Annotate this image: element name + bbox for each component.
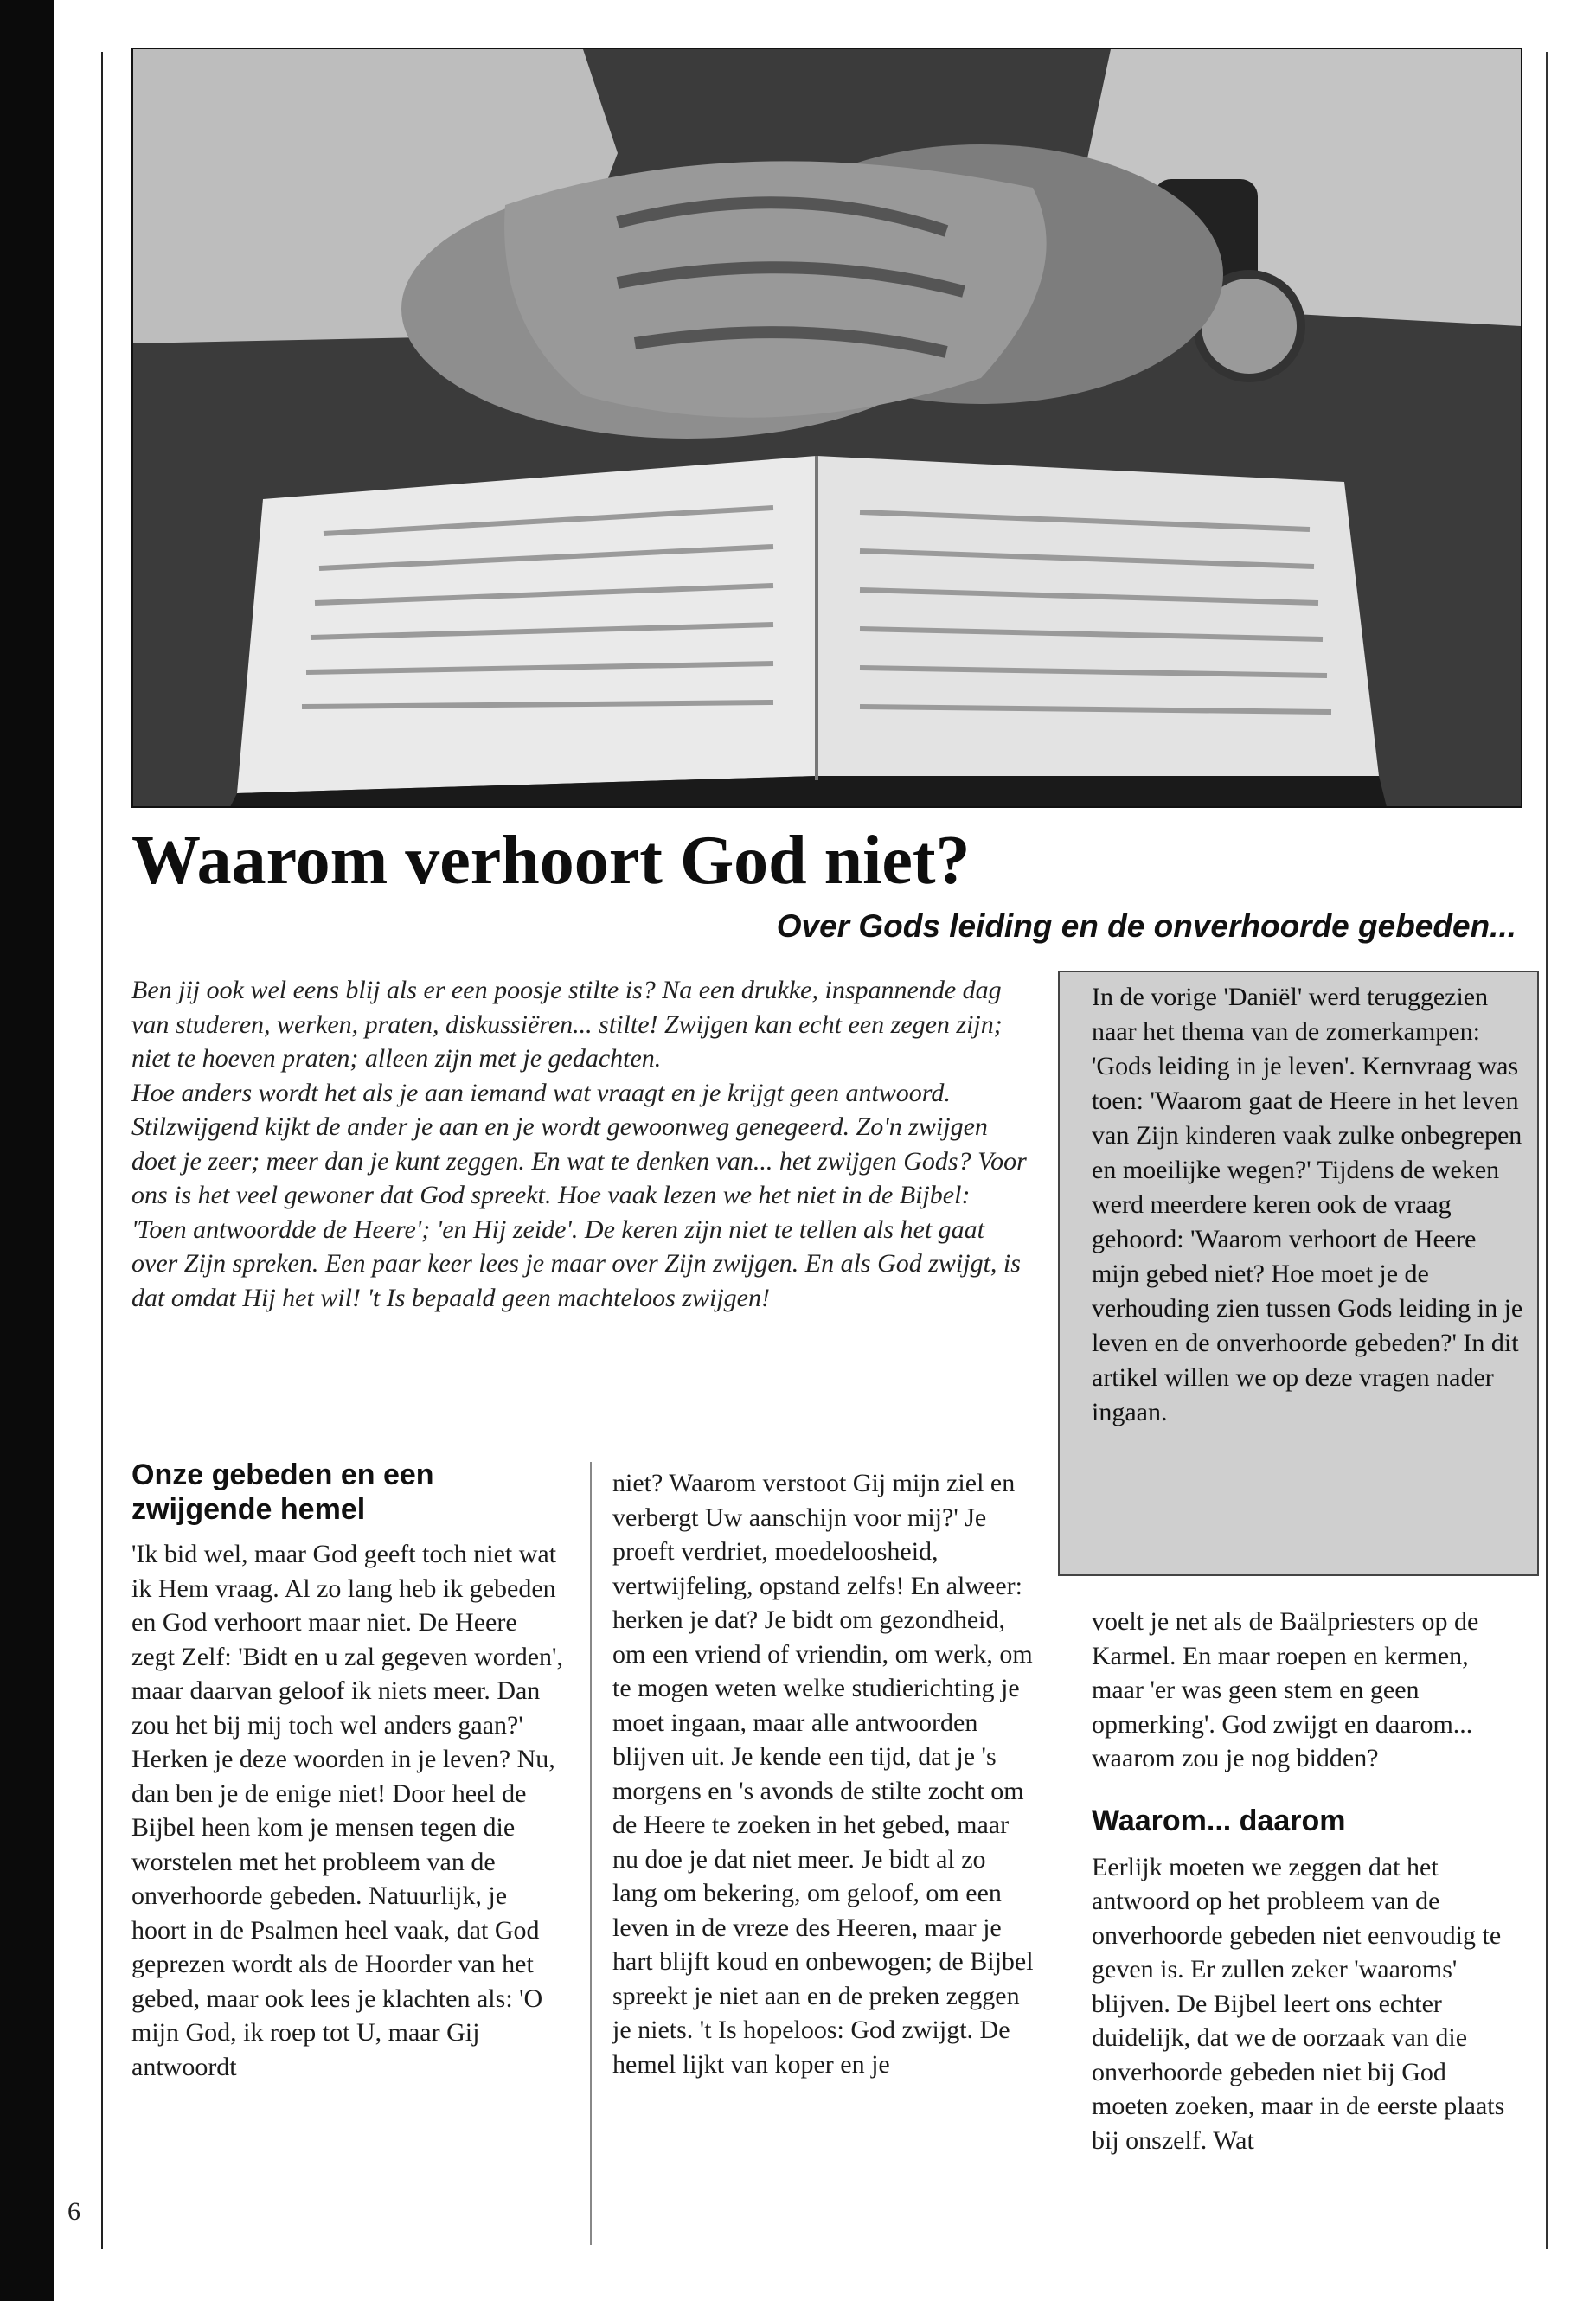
page-right-rule [1546,52,1548,2249]
intro-paragraph: Hoe anders wordt het als je aan iemand wat vraagt en je krijgt geen antwoord. Stilzwijgend kijkt de ander je aan en je wordt gewoonweg genegeerd. Zo'n zwijgen doet je zeer; meer dan je kunt zeggen. En wat te denken van... het zwijgen Gods? Voor ons is het veel gewoner dat God spreekt. Hoe vaak lezen we het niet in de Bijbel: 'Toen antwoordde de Heere'; 'en Hij zeide'. De keren zijn niet te tellen als het gaat over Zijn spreken. Een paar keer lees je maar over Zijn zwijgen. En als God zwijgt, is dat omdat Hij het wil! 't Is bepaald geen machteloos zwijgen! [131,1078,1027,1312]
section-heading: Waarom... daarom [1092,1804,1346,1837]
column-1 [131,1458,564,2084]
column-text: niet? Waarom verstoot Gij mijn ziel en verbergt Uw aanschijn voor mij?' Je proeft verdriet, moedeloosheid, vertwijfeling, opstand zelfs! En alweer: herken je dat? Je bidt om gezondheid, om een vriend of vriendin, om werk, om te mogen weten welke studierichting je moet ingaan, maar alle antwoorden blijven uit. Je kende een tijd, dat je 's morgens en 's avonds de stilte zocht om de Heere te zoeken in het gebed, maar nu doe je dat niet meer. Je bidt al zo lang om bekering, om geloof, om een leven in de vreze des Heeren, maar je hart blijft koud en onbewogen; de Bijbel spreekt je niet aan en de preken zeggen je niets. 't Is hopeloos: God zwijgt. De hemel lijkt van koper en je [612,1469,1034,2079]
article-intro [131,973,1031,1315]
column-2 [612,1466,1036,2081]
sidebar-text: In de vorige 'Daniël' werd teruggezien naar het thema van de zomerkampen: 'Gods leiding in je leven'. Kernvraag was toen: 'Waarom gaat de Heere in het leven van Zijn kinderen vaak zulke onbegrepen en moeilijke wegen?' Tijdens de weken werd meerdere keren ook de vraag gehoord: 'Waarom verhoort de Heere mijn gebed niet? Hoe moet je de verhouding zien tussen Gods leiding in je leven en de onverhoorde gebeden?' In dit artikel willen we op deze vragen nader ingaan. [1092,983,1523,1426]
section-heading: Onze gebeden en een zwijgende hemel [131,1458,434,1526]
column-3 [1092,1605,1524,2157]
column-text: 'Ik bid wel, maar God geeft toch niet wat ik Hem vraag. Al zo lang heb ik gebeden en God verhoort maar niet. De Heere zegt Zelf: 'Bidt en u zal gegeven worden', maar daarvan geloof ik niets meer. Dan zou het bij mij toch wel anders gaan?' Herken je deze woorden in je leven? Nu, dan ben je de enige niet! Door heel de Bijbel heen kom je mensen tegen die worstelen met het probleem van de onverhoorde gebeden. Natuurlijk, je hoort in de Psalmen heel vaak, dat God geprezen wordt als de Hoorder van het gebed, maar ook lees je klachten als: 'O mijn God, ik roep tot U, maar Gij antwoordt [131,1540,563,2081]
scan-edge [0,0,54,2301]
column-divider [590,1462,592,2245]
intro-paragraph: Ben jij ook wel eens blij als er een poosje stilte is? Na een drukke, inspannende dag van studeren, werken, praten, diskussiëren... stilte! Zwijgen kan echt een zegen zijn; niet te hoeven praten; alleen zijn met je gedachten. [131,976,1003,1073]
article-subtitle: Over Gods leiding en de onverhoorde gebeden... [776,908,1516,944]
column-text: Eerlijk moeten we zeggen dat het antwoord op het probleem van de onverhoorde gebeden niet eenvoudig te geven is. Er zullen zeker 'waaroms' blijven. De Bijbel leert ons echter duidelijk, dat we de oorzaak van die onverhoorde gebeden niet bij God moeten zoeken, maar in de eerste plaats bij onszelf. Wat [1092,1852,1505,2155]
page-margin-rule [101,52,103,2249]
column-text: voelt je net als de Baälpriesters op de Karmel. En maar roepen en kermen, maar 'er was geen stem en geen opmerking'. God zwijgt en daarom... waarom zou je nog bidden? [1092,1607,1479,1772]
page-number: 6 [67,2197,80,2226]
article-title: Waarom verhoort God niet? [131,823,971,899]
praying-hands-bible-photo [131,48,1522,808]
